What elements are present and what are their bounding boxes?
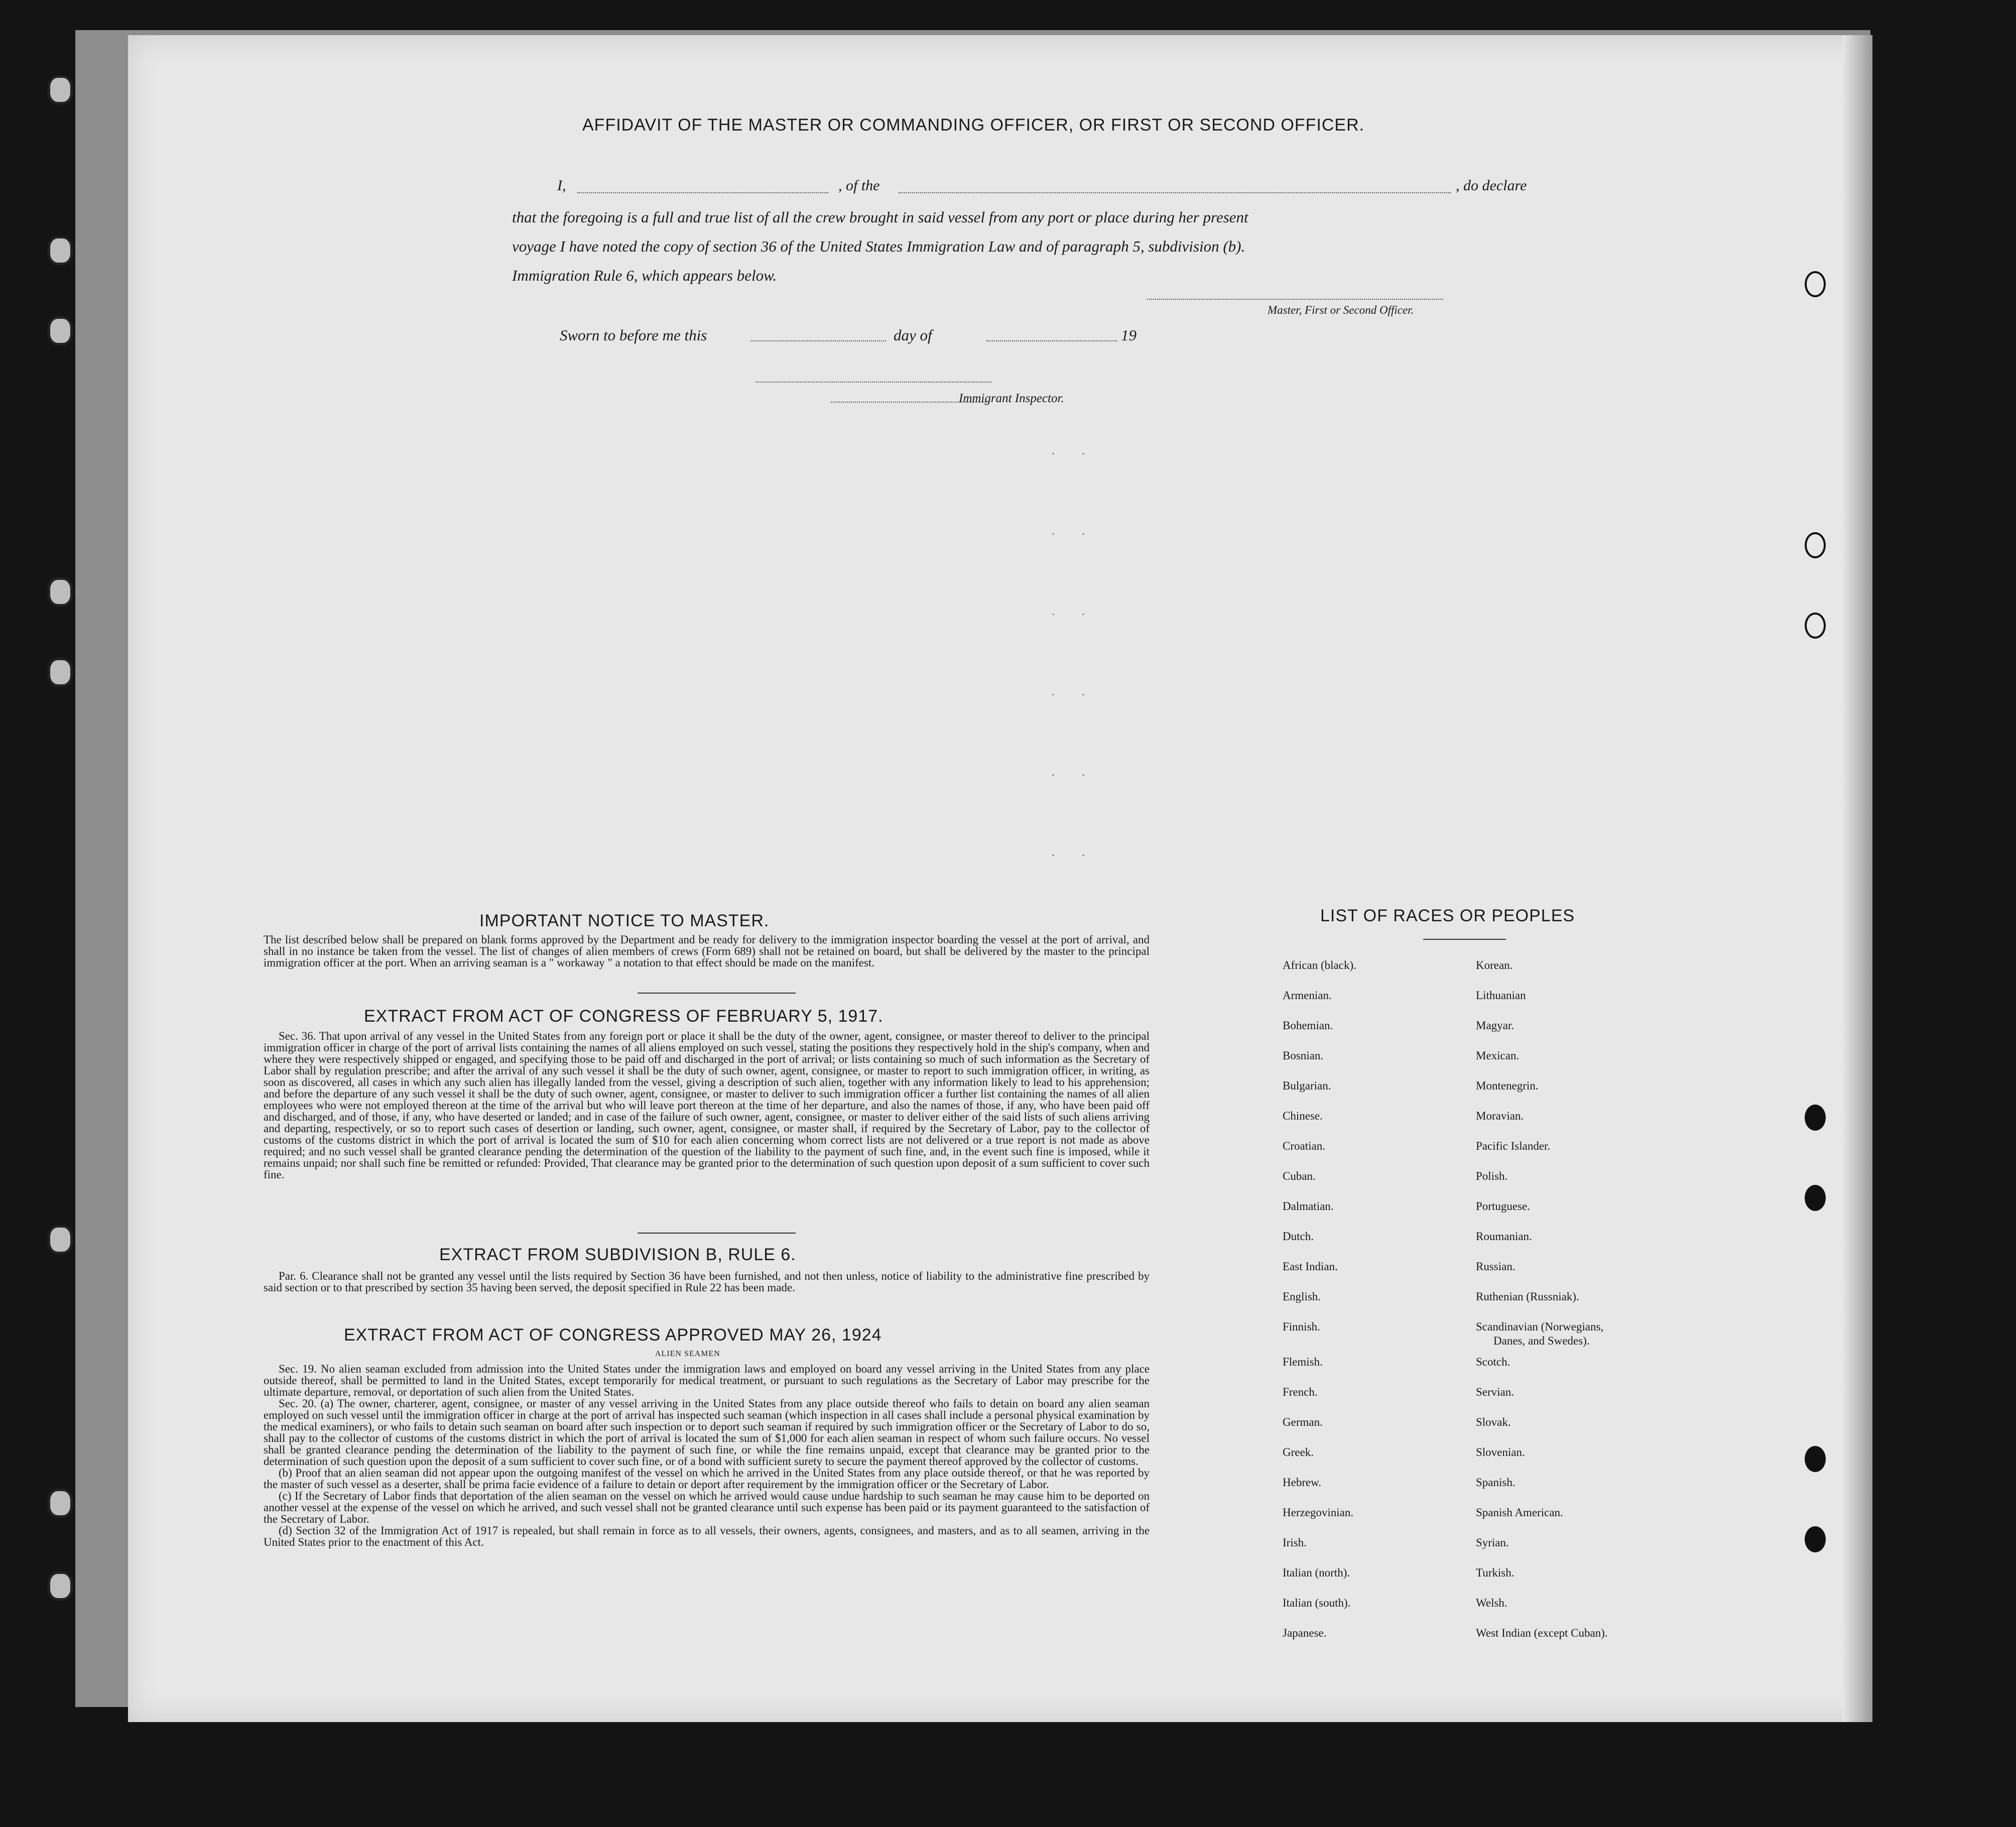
vessel-blank — [899, 192, 1451, 193]
race-item-continuation: Danes, and Swedes). — [1493, 1334, 1590, 1347]
race-item: Welsh. — [1476, 1597, 1507, 1609]
race-item: Magyar. — [1476, 1019, 1515, 1032]
name-blank — [577, 192, 828, 193]
month-blank — [986, 340, 1117, 341]
race-item: East Indian. — [1283, 1260, 1338, 1273]
extract-1924-body — [264, 1363, 1150, 1548]
race-item: Moravian. — [1476, 1110, 1524, 1122]
sec-20b-paragraph: (b) Proof that an alien seaman did not appear upon the outgoing manifest of the vessel on which he arrived in the United States from any place outside thereof, or that he was reported by the master of such vessel as a deserter, shall be prima facie evidence of a failure to detain or deport after requirement by the immigration officer or the Secretary of Labor. — [264, 1467, 1150, 1491]
sworn-day-blank — [750, 340, 886, 341]
race-item: Syrian. — [1476, 1536, 1509, 1549]
notice-body: The list described below shall be prepared on blank forms approved by the Department and be ready for delivery to the immigration inspector boarding the vessel at the port of arrival, and shall in no instance be taken from the vessel. The list of changes of alien members of crews (Form 689) shall not be retained on board, but shall be delivered by the master to the principal immigration officer at the port. When an arriving seaman is a " workaway " a notation to that effect should be made on the manifest. — [264, 933, 1150, 969]
punch-hole-icon — [1805, 1526, 1826, 1552]
affidavit-i: I, — [557, 177, 566, 194]
faint-mark: . — [1082, 444, 1085, 457]
races-title: LIST OF RACES OR PEOPLES — [1320, 906, 1575, 925]
faint-mark: . — [1052, 846, 1055, 859]
race-item: Dutch. — [1283, 1230, 1314, 1243]
affidavit-title: AFFIDAVIT OF THE MASTER OR COMMANDING OFFICER, OR FIRST OR SECOND OFFICER. — [582, 115, 1365, 135]
race-item: Korean. — [1476, 959, 1513, 971]
affidavit-line-3: voyage I have noted the copy of section 36 of the United States Immigration Law and of paragraph 5, subdivision (b). — [512, 237, 1245, 255]
race-item: Flemish. — [1283, 1356, 1323, 1368]
race-item: Cuban. — [1283, 1170, 1316, 1182]
race-item: Armenian. — [1283, 989, 1332, 1002]
sec-20c-paragraph: (c) If the Secretary of Labor finds that deportation of the alien seaman on the vessel on which he arrived would cause undue hardship to such seaman he may cause him to be deported on another vessel at the expense of the vessel on which he arrived, and such vessel shall not be granted clearance until such expense has been paid or its payment guaranteed to the satisfaction of the Secretary of Labor. — [264, 1490, 1150, 1525]
binding-rivet-icon — [48, 658, 73, 687]
faint-mark: . — [1082, 846, 1085, 859]
day-of-label: day of — [894, 326, 932, 344]
race-item: Ruthenian (Russniak). — [1476, 1290, 1579, 1303]
year-prefix: 19 — [1121, 326, 1137, 344]
affidavit-declare: , do declare — [1456, 177, 1527, 194]
divider — [638, 993, 796, 994]
race-item: Scotch. — [1476, 1356, 1510, 1368]
punch-hole-icon — [1805, 1185, 1826, 1211]
race-item: Pacific Islander. — [1476, 1140, 1551, 1152]
race-item: Mexican. — [1476, 1049, 1520, 1062]
extract-1917-body: Sec. 36. That upon arrival of any vessel in the United States from any foreign port or place it shall be the duty of the owner, agent, consignee, or master thereof to deliver to the principal immigration officer in charge of the port of arrival lists containing the names of all aliens employed on such vessel, stating the positions they respectively hold in the ship's company, when and where they were respectively shipped or engaged, and specifying those to be paid off and discharged in the port of arrival; or lists containing so much of such information as the Secretary of Labor shall by regulation prescribe; and after the arrival of any such vessel it shall be the duty of such owner, agent, consignee, or master to report to such immigration officer, in writing, as soon as discovered, all cases in which any such alien has illegally landed from the vessel, giving a description of such alien, together with any information likely to lead to his apprehension; and before the departure of any such vessel it shall be the duty of such owner, agent, consignee, or master to deliver to such immigration officer a further list containing the names of all alien employees who were not employed thereon at the time of the arrival but who will leave port thereon at the time of her departure, and also the names of those, if any, who have been paid off and discharged, and of those, if any, who have deserted or landed; and in case of the failure of such owner, agent, consignee, or master to deliver either of the said lists of such aliens arriving and departing, respectively, or so to report such cases of desertion or landing, such owner, agent, consignee, or master shall, if required by the Secretary of Labor, pay to the collector of customs of the customs district in which the port of arrival is located the sum of $10 for each alien concerning whom correct lists are not delivered or a true report is not made as above required; and no such vessel shall be granted clearance pending the determination of the question of the liability to the payment of such fine, and, in the event such fine is imposed, while it remains unpaid; nor shall such fine be remitted or refunded: Provided, That clearance may be granted prior to the determination of such question upon deposit of a sum sufficient to cover such fine. — [264, 1030, 1150, 1181]
race-item: Russian. — [1476, 1260, 1516, 1273]
affidavit-of-the: , of the — [838, 177, 880, 194]
divider — [638, 1233, 796, 1234]
race-item: Spanish American. — [1476, 1506, 1563, 1519]
race-item: Turkish. — [1476, 1566, 1515, 1579]
master-signature-line — [1147, 299, 1443, 300]
extract-1924-title: EXTRACT FROM ACT OF CONGRESS APPROVED MAY 26, 1924 — [344, 1325, 882, 1345]
race-item: Japanese. — [1283, 1627, 1327, 1639]
page-edge-shadow — [1842, 35, 1872, 1722]
rule6-body: Par. 6. Clearance shall not be granted any vessel until the lists required by Section 36 have been furnished, and not then unless, notice of liability to the administrative fine prescribed by said section or to that prescribed by section 35 having been served, the deposit specified in Rule 22 has been made. — [264, 1270, 1150, 1294]
race-item: Polish. — [1476, 1170, 1508, 1182]
sworn-label: Sworn to before me this — [560, 326, 707, 344]
race-item: African (black). — [1283, 959, 1356, 971]
master-caption: Master, First or Second Officer. — [1268, 304, 1414, 316]
race-item: Italian (south). — [1283, 1597, 1351, 1609]
race-item: Slovenian. — [1476, 1446, 1525, 1458]
faint-mark: . — [1052, 685, 1055, 698]
extract-1917-title: EXTRACT FROM ACT OF CONGRESS OF FEBRUARY 5, 1917. — [364, 1007, 884, 1026]
race-item: Irish. — [1283, 1536, 1307, 1549]
race-item: Finnish. — [1283, 1320, 1320, 1333]
race-item: Slovak. — [1476, 1416, 1511, 1428]
sec-20a-paragraph: Sec. 20. (a) The owner, charterer, agent, consignee, or master of any vessel arriving in the United States from any place outside thereof who fails to detain on board any alien seaman employed on such vessel until the immigration officer in charge at the port of arrival has inspected such seaman (which inspection in all cases shall include a personal physical examination by the medical examiners), or who fails to detain such seaman on board after such inspection or to deport such seaman if required by such immigration officer or the Secretary of Labor to do so, shall pay to the collector of customs of the customs district in which the port of arrival is located the sum of $1,000 for each alien seaman in respect of whom such failure occurs. No vessel shall be granted clearance pending the determination of the liability to the payment of such fine, or while the fine remains unpaid, except that clearance may be granted prior to the determination of such question upon the deposit of a sum sufficient to cover such fine, or of a bond with sufficient surety to secure the payment thereof approved by the collector of customs. — [264, 1397, 1150, 1468]
race-item: Dalmatian. — [1283, 1200, 1334, 1212]
race-item: English. — [1283, 1290, 1321, 1303]
binding-rivet-icon — [48, 1225, 73, 1254]
notice-title: IMPORTANT NOTICE TO MASTER. — [479, 911, 770, 930]
binding-rivet-icon — [48, 1571, 73, 1601]
binding-rivet-icon — [48, 236, 73, 265]
punch-hole-icon — [1805, 613, 1826, 639]
punch-hole-icon — [1805, 1105, 1826, 1131]
binding-rivet-icon — [48, 75, 73, 104]
race-item: Croatian. — [1283, 1140, 1325, 1152]
affidavit-line-2: that the foregoing is a full and true list of all the crew brought in said vessel from any port or place during her present — [512, 208, 1248, 226]
punch-hole-icon — [1805, 1446, 1826, 1472]
race-item: German. — [1283, 1416, 1323, 1428]
race-item: Greek. — [1283, 1446, 1314, 1458]
binding-rivet-icon — [48, 1489, 73, 1518]
race-item: Servian. — [1476, 1386, 1515, 1398]
race-item: Bulgarian. — [1283, 1079, 1331, 1092]
race-item: Chinese. — [1283, 1110, 1323, 1122]
inspector-caption: Immigrant Inspector. — [959, 392, 1064, 405]
race-item: West Indian (except Cuban). — [1476, 1627, 1608, 1639]
race-item: Portuguese. — [1476, 1200, 1530, 1212]
race-item: Italian (north). — [1283, 1566, 1350, 1579]
faint-mark: . — [1052, 525, 1055, 538]
race-item: Scandinavian (Norwegians, — [1476, 1320, 1604, 1333]
race-item: Spanish. — [1476, 1476, 1516, 1489]
race-item: Lithuanian — [1476, 989, 1526, 1002]
race-item: Bosnian. — [1283, 1049, 1324, 1062]
alien-seamen-subtitle: ALIEN SEAMEN — [655, 1350, 720, 1358]
rule6-title: EXTRACT FROM SUBDIVISION B, RULE 6. — [439, 1245, 796, 1264]
sec-20d-paragraph: (d) Section 32 of the Immigration Act of 1917 is repealed, but shall remain in force as to all vessels, their owners, agents, consignees, and masters, and as to all seamen, arriving in the United States prior to the enactment of this Act. — [264, 1524, 1150, 1548]
race-item: Roumanian. — [1476, 1230, 1532, 1243]
faint-mark: . — [1052, 766, 1055, 779]
faint-mark: . — [1082, 525, 1085, 538]
race-item: French. — [1283, 1386, 1318, 1398]
binding-rivet-icon — [48, 316, 73, 345]
binding-rivet-icon — [48, 577, 73, 606]
race-item: Herzegovinian. — [1283, 1506, 1354, 1519]
punch-hole-icon — [1805, 271, 1826, 297]
divider — [1423, 939, 1506, 940]
faint-mark: . — [1082, 685, 1085, 698]
affidavit-line-4: Immigration Rule 6, which appears below. — [512, 267, 777, 284]
race-item: Hebrew. — [1283, 1476, 1322, 1489]
punch-hole-icon — [1805, 532, 1826, 558]
faint-mark: . — [1082, 605, 1085, 618]
sec-19-paragraph: Sec. 19. No alien seaman excluded from admission into the United States under the immigration laws and employed on board any vessel arriving in the United States from any place outside thereof, shall be permitted to land in the United States, except temporarily for medical treatment, or pursuant to such regulations as the Secretary of Labor may prescribe for the ultimate departure, removal, or deportation of such alien from the United States. — [264, 1363, 1150, 1398]
race-item: Montenegrin. — [1476, 1079, 1539, 1092]
faint-mark: . — [1052, 605, 1055, 618]
inspector-line-upper — [755, 382, 991, 383]
faint-mark: . — [1082, 766, 1085, 779]
manifest-page — [128, 35, 1872, 1722]
race-item: Bohemian. — [1283, 1019, 1333, 1032]
faint-mark: . — [1052, 444, 1055, 457]
